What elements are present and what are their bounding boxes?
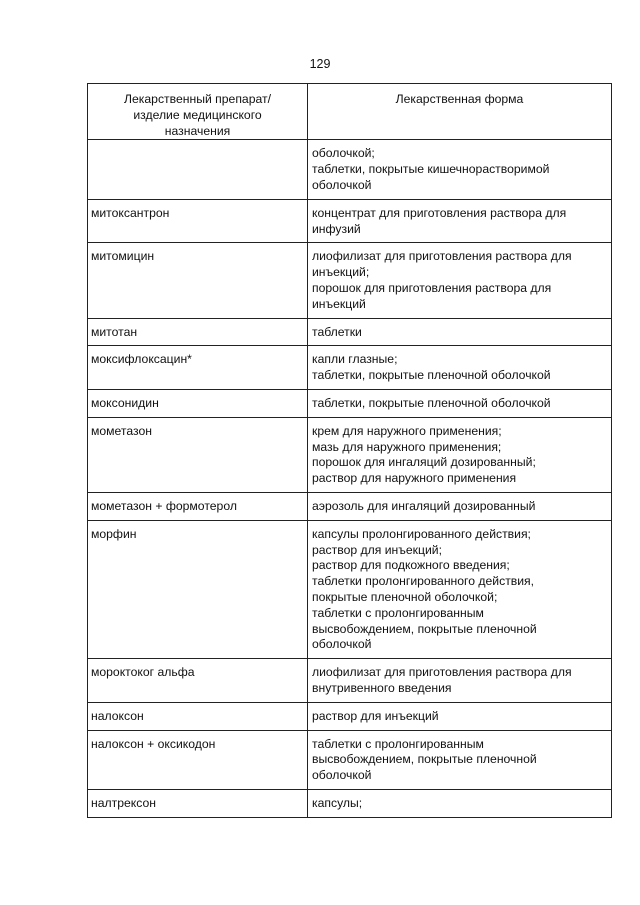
dosage-form-cell	[308, 702, 612, 730]
table-row	[88, 346, 612, 390]
dosage-form-cell	[308, 659, 612, 703]
drug-name-cell	[88, 520, 308, 658]
drug-name: митоксантрон	[91, 205, 170, 220]
dosage-form-line: аэрозоль для ингаляций дозированный	[312, 498, 536, 513]
drug-name-cell	[88, 730, 308, 789]
dosage-form-line: инфузий	[312, 221, 361, 236]
dosage-form-line: крем для наружного применения;	[312, 423, 502, 438]
header-line: назначения	[164, 123, 231, 138]
dosage-form-line: концентрат для приготовления раствора для	[312, 205, 567, 220]
dosage-form-line: лиофилизат для приготовления раствора для	[312, 665, 572, 680]
dosage-form-cell	[308, 140, 612, 199]
drug-name-cell	[88, 789, 308, 817]
dosage-form-line: оболочкой	[312, 768, 372, 783]
drug-name-cell	[88, 702, 308, 730]
table-row	[88, 199, 612, 243]
dosage-form-line: раствор для инъекций	[312, 708, 439, 723]
header-line: Лекарственная форма	[395, 92, 524, 106]
dosage-form-line: оболочкой	[312, 177, 372, 192]
dosage-form-line: инъекций;	[312, 265, 370, 280]
table-row	[88, 318, 612, 346]
dosage-form-line: таблетки с пролонгированным	[312, 605, 484, 620]
drug-name-cell	[88, 417, 308, 492]
dosage-form-line: внутривенного введения	[312, 680, 452, 695]
dosage-form-line: капсулы пролонгированного действия;	[312, 526, 531, 541]
drug-name-cell	[88, 346, 308, 390]
drug-name: мометазон	[91, 423, 152, 438]
drug-table	[87, 83, 612, 818]
drug-name: митомицин	[91, 249, 155, 264]
dosage-form-line: таблетки	[312, 324, 362, 339]
table-row	[88, 730, 612, 789]
dosage-form-cell	[308, 492, 612, 520]
drug-name: налоксон + оксикодон	[91, 736, 216, 751]
table-header-row	[88, 84, 612, 140]
table-row	[88, 702, 612, 730]
drug-name: морфин	[91, 526, 137, 541]
dosage-form-line: оболочкой;	[312, 146, 375, 161]
dosage-form-line: таблетки, покрытые пленочной оболочкой	[312, 368, 551, 383]
drug-name: налтрексон	[91, 795, 156, 810]
dosage-form-line: покрытые пленочной оболочкой;	[312, 589, 498, 604]
dosage-form-cell	[308, 199, 612, 243]
dosage-form-cell	[308, 318, 612, 346]
table-row	[88, 140, 612, 199]
drug-name-cell	[88, 389, 308, 417]
dosage-form-cell	[308, 520, 612, 658]
dosage-form-line: раствор для инъекций;	[312, 542, 442, 557]
drug-name-cell	[88, 492, 308, 520]
dosage-form-line: порошок для ингаляций дозированный;	[312, 455, 536, 470]
dosage-form-cell	[308, 243, 612, 318]
dosage-form-line: высвобождением, покрытые пленочной	[312, 752, 537, 767]
drug-name: митотан	[91, 324, 138, 339]
table-row	[88, 243, 612, 318]
table-row	[88, 789, 612, 817]
drug-name: моксифлоксацин*	[91, 352, 192, 367]
header-form	[308, 84, 612, 140]
table-row	[88, 389, 612, 417]
page-number: 129	[309, 57, 331, 71]
dosage-form-line: таблетки, покрытые кишечнорастворимой	[312, 162, 550, 177]
drug-name-cell	[88, 318, 308, 346]
drug-name-cell	[88, 199, 308, 243]
drug-name-cell	[88, 243, 308, 318]
drug-name: мометазон + формотерол	[91, 498, 237, 513]
dosage-form-line: таблетки с пролонгированным	[312, 736, 484, 751]
dosage-form-line: капсулы;	[312, 795, 363, 810]
drug-name: налоксон	[91, 708, 144, 723]
dosage-form-cell	[308, 730, 612, 789]
drug-name-cell	[88, 659, 308, 703]
dosage-form-line: высвобождением, покрытые пленочной	[312, 621, 537, 636]
dosage-form-line: лиофилизат для приготовления раствора для	[312, 249, 572, 264]
dosage-form-cell	[308, 789, 612, 817]
table-row	[88, 659, 612, 703]
header-drug	[88, 84, 308, 140]
drug-name: мороктоког альфа	[91, 665, 195, 680]
dosage-form-cell	[308, 389, 612, 417]
drug-name-cell	[88, 140, 308, 199]
table-row	[88, 492, 612, 520]
dosage-form-cell	[308, 346, 612, 390]
dosage-form-line: мазь для наружного применения;	[312, 439, 502, 454]
dosage-form-line: таблетки, покрытые пленочной оболочкой	[312, 395, 551, 410]
dosage-form-line: раствор для наружного применения	[312, 471, 517, 486]
dosage-form-line: капли глазные;	[312, 352, 398, 367]
dosage-form-line: инъекций	[312, 296, 366, 311]
drug-name: моксонидин	[91, 395, 159, 410]
table-row	[88, 417, 612, 492]
dosage-form-line: порошок для приготовления раствора для	[312, 280, 552, 295]
table-row	[88, 520, 612, 658]
header-line: Лекарственный препарат/	[124, 92, 271, 106]
dosage-form-line: таблетки пролонгированного действия,	[312, 574, 535, 589]
dosage-form-cell	[308, 417, 612, 492]
dosage-form-line: оболочкой	[312, 637, 372, 652]
header-line: изделие медицинского	[133, 107, 262, 122]
dosage-form-line: раствор для подкожного введения;	[312, 558, 510, 573]
